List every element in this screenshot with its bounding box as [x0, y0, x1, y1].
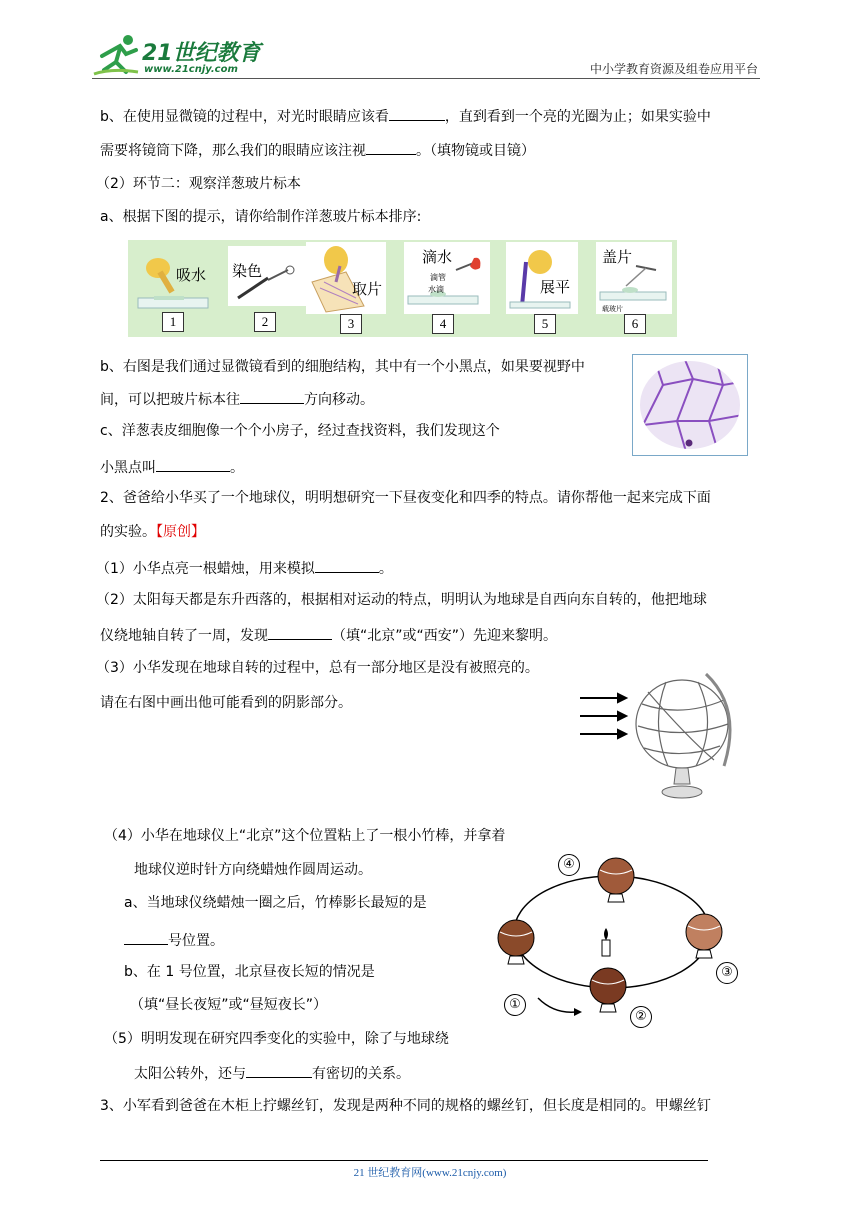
slide-steps-figure — [128, 240, 677, 337]
logo-url: www.21cnjy.com — [144, 64, 238, 75]
question-c-line1: c、洋葱表皮细胞像一个个小房子，经过查找资料，我们发现这个 — [100, 423, 500, 439]
header-platform-text: 中小学教育资源及组卷应用平台 — [589, 62, 758, 76]
globe-icon — [578, 668, 748, 806]
answer-blank[interactable] — [366, 139, 416, 155]
q2-2-line1: （2）太阳每天都是东升西落的，根据相对运动的特点，明明认为地球是自西向东自转的，他把地球 — [96, 592, 707, 608]
q2-4-line1: （4）小华在地球仪上“北京”这个位置粘上了一根小竹棒，并拿着 — [104, 828, 506, 844]
orbit-figure — [490, 848, 744, 1032]
q2-line1: 2、爸爸给小华买了一个地球仪，明明想研究一下昼夜变化和四季的特点。请你帮他一起来完成下面 — [100, 490, 711, 506]
step-2 — [228, 246, 308, 332]
step-1 — [136, 246, 220, 332]
q2-4b-line2: （填“昼长夜短”或“昼短夜长”） — [130, 997, 328, 1013]
footer-text: 21 世纪教育网(www.21cnjy.com) — [353, 1167, 507, 1179]
section-2-title: （2）环节二：观察洋葱玻片标本 — [96, 176, 301, 192]
answer-blank[interactable] — [246, 1062, 312, 1078]
answer-blank[interactable] — [389, 105, 445, 121]
globe-sunlight-figure — [578, 668, 748, 806]
step-5 — [506, 242, 578, 334]
step-small-label: 载玻片 — [602, 305, 623, 313]
globe-position-1 — [498, 920, 534, 964]
step-label: 展平 — [540, 278, 571, 296]
logo-title: 21世纪教育 — [142, 41, 261, 66]
original-tag: 【原创】 — [156, 524, 205, 540]
q2-5-line1: （5）明明发现在研究四季变化的实验中，除了与地球绕 — [104, 1031, 449, 1047]
orbit-diagram-icon — [490, 848, 744, 1032]
position-4-label: ④ — [558, 854, 580, 876]
globe-position-3 — [686, 914, 722, 958]
runner-logo-icon — [92, 32, 142, 78]
position-2-label: ② — [630, 1006, 652, 1028]
step-label: 取片 — [352, 280, 383, 298]
step-number: 5 — [534, 314, 556, 334]
step-3 — [306, 242, 386, 334]
step-number: 1 — [162, 312, 184, 332]
footer-divider — [100, 1160, 708, 1161]
onion-cell-micrograph — [632, 354, 748, 456]
answer-blank[interactable] — [124, 929, 168, 945]
step-label: 滴水 — [422, 248, 453, 266]
q1b-line2: 需要将镜筒下降，那么我们的眼睛应该注视 。（填物镜或目镜） — [100, 139, 535, 161]
q2-line2: 的实验。【原创】 — [100, 524, 205, 540]
q2-4a-line1: a、当地球仪绕蜡烛一圈之后，竹棒影长最短的是 — [124, 895, 427, 911]
question-a: a、根据下图的提示，请你给制作洋葱玻片标本排序: — [100, 209, 422, 225]
step-label: 吸水 — [176, 266, 207, 284]
step-small-label: 滴管 — [430, 273, 446, 282]
step-number: 3 — [340, 314, 362, 334]
q2-3-line2: 请在右图中画出他可能看到的阴影部分。 — [100, 695, 352, 711]
position-1-label: ① — [504, 994, 526, 1016]
q2-3-line1: （3）小华发现在地球自转的过程中，总有一部分地区是没有被照亮的。 — [96, 660, 539, 676]
answer-blank[interactable] — [268, 624, 332, 640]
globe-position-2 — [590, 968, 626, 1012]
q2-4b-line1: b、在 1 号位置，北京昼夜长短的情况是 — [124, 964, 375, 980]
position-3-label: ③ — [716, 962, 738, 984]
answer-blank[interactable] — [315, 557, 379, 573]
q2-4-line2: 地球仪逆时针方向绕蜡烛作圆周运动。 — [134, 862, 372, 878]
step-4 — [404, 242, 490, 334]
question-c-line2: 小黑点叫 。 — [100, 456, 244, 478]
step-number: 2 — [254, 312, 276, 332]
q2-4a-line2: 号位置。 — [124, 929, 224, 951]
header-logo — [92, 30, 262, 80]
stain-icon — [228, 246, 308, 316]
q3-line1: 3、小军看到爸爸在木柜上拧螺丝钉，发现是两种不同的规格的螺丝钉，但长度是相同的。甲螺丝钉 — [100, 1098, 711, 1114]
answer-blank[interactable] — [240, 388, 304, 404]
question-b-line2: 间，可以把玻片标本往 方向移动。 — [100, 388, 374, 410]
q2-2-line2: 仪绕地轴自转了一周，发现 （填“北京”或“西安”）先迎来黎明。 — [100, 624, 557, 646]
step-small-label: 水滴 — [428, 285, 444, 294]
q2-5-line2: 太阳公转外，还与 有密切的关系。 — [134, 1062, 410, 1084]
step-number: 4 — [432, 314, 454, 334]
step-6 — [596, 242, 672, 334]
q1b-line1: b、在使用显微镜的过程中，对光时眼睛应该看 ，直到看到一个亮的光圈为止；如果实验中 — [100, 105, 711, 127]
step-label: 盖片 — [602, 248, 633, 266]
step-number: 6 — [624, 314, 646, 334]
cell-structure-icon — [633, 355, 747, 455]
header-divider — [92, 78, 760, 79]
q2-1: （1）小华点亮一根蜡烛，用来模拟 。 — [96, 557, 393, 579]
answer-blank[interactable] — [156, 456, 230, 472]
globe-position-4 — [598, 858, 634, 902]
question-b-line1: b、右图是我们通过显微镜看到的细胞结构，其中有一个小黑点，如果要视野中 — [100, 359, 585, 375]
step-label: 染色 — [232, 262, 263, 280]
